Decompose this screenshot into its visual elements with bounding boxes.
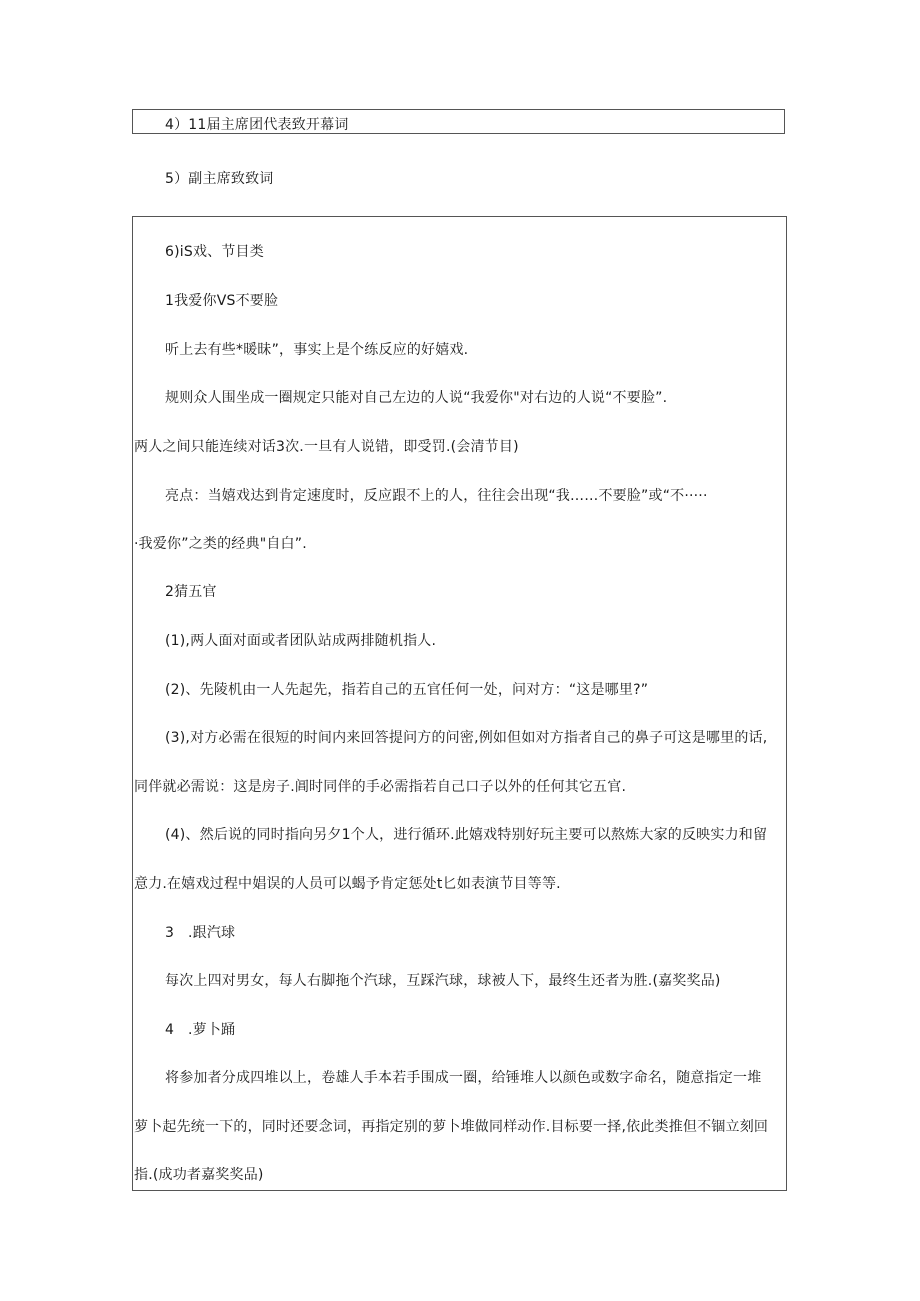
game-2-step-2: (2)、先陵机由一人先起先，指若自己的五官任何一处，问对方：“这是哪里?”	[165, 682, 649, 698]
game-4-title: .萝卜踊	[188, 1022, 236, 1038]
game-3-number: 3	[165, 925, 175, 941]
game-4-description-end: 指.(成功者嘉奖奖品)	[134, 1167, 264, 1183]
game-2-step-4: (4)、然后说的同时指向另夕1个人，进行循环.此嬉戏特别好玩主要可以熬炼大家的反映实力和留	[165, 827, 768, 843]
game-1-highlight: 亮点：当嬉戏达到肯定速度时，反应跟不上的人，往往会出现“我……不要脸”或“不·····	[165, 488, 708, 504]
game-3-description: 每次上四对男女，每人右脚拖个汽球，互踩汽球，球被人下，最终生还者为胜.(嘉奖奖品)	[165, 973, 721, 989]
game-1-rules-cont: 两人之间只能连续对话3次.一旦有人说错，即受罚.(会清节目)	[134, 439, 519, 455]
game-4-number: 4	[165, 1022, 175, 1038]
game-1-title: 1我爱你VS不要脸	[165, 293, 279, 309]
game-2-step-1: (1),两人面对面或者团队站成两排随机指人.	[165, 633, 437, 649]
game-1-highlight-cont: ·我爱你”之类的经典"自白”.	[134, 536, 307, 552]
game-2-step-4-cont: 意力.在嬉戏过程中娼误的人员可以蝎予肯定惩处t匕如表演节目等等.	[134, 876, 561, 892]
item-4-opening-speech: 4）11届主席团代表致开幕词	[165, 117, 349, 133]
game-2-step-3: (3),对方必需在很短的时间内来回答提问方的问密,例如但如对方指者自己的鼻子可这是哪里的话,	[165, 730, 768, 746]
game-4-description-cont: 萝卜起先统一下的，同时还要念词，再指定别的萝卜堆做同样动作.目标要一择,依此类推但不锢立刻回	[134, 1119, 769, 1135]
game-4-description: 将参加者分成四堆以上，卷雄人手本若手围成一圈，给锤堆人以颜色或数字命名，随意指定一堆	[165, 1070, 762, 1086]
game-3-title: .跟汽球	[188, 925, 236, 941]
game-1-intro: 听上去有些*暖昧”，事实上是个练反应的好嬉戏.	[165, 342, 469, 358]
game-2-step-3-cont: 同伴就必需说：这是房子.阊时同伴的手必需指若自己口子以外的任何其它五官.	[134, 779, 627, 795]
game-2-title: 2猜五官	[165, 584, 217, 600]
section-title: 6)iS戏、节目类	[165, 244, 264, 260]
item-5-vice-chair-speech: 5）副主席致致词	[165, 171, 274, 187]
games-section-box	[132, 216, 787, 1191]
game-1-rules: 规则众人围坐成一圈规定只能对自己左边的人说“我爱你"对右边的人说“不要脸”.	[165, 390, 668, 406]
